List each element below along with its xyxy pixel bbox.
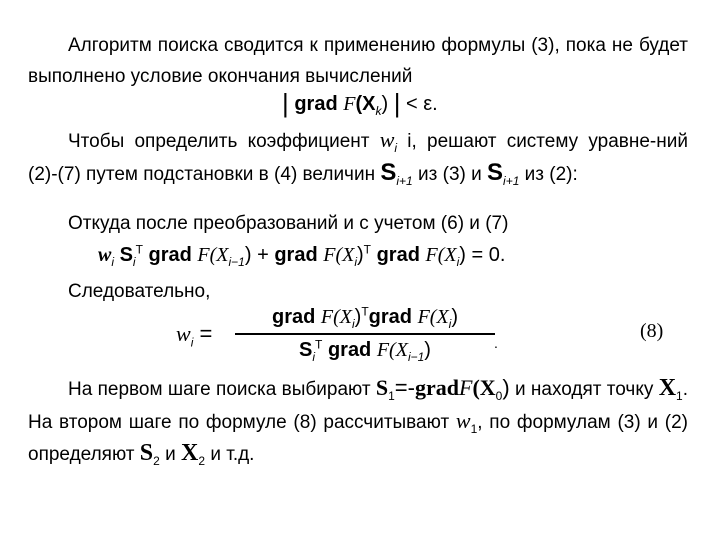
f3-num-close2: ) xyxy=(451,306,459,328)
f2-F3: F(X xyxy=(425,244,457,266)
formula-equation xyxy=(98,244,505,267)
p5-and: и xyxy=(159,444,182,465)
formula1-tail: < ε. xyxy=(406,93,438,115)
f3-num-T: T xyxy=(361,304,369,319)
p5-eq: =- xyxy=(394,375,415,400)
p5-text-1: На первом шаге поиска выбирают xyxy=(68,379,376,400)
f3-den-T: T xyxy=(315,337,323,352)
p5-X2: X xyxy=(181,440,199,466)
f2-close1: ) xyxy=(244,244,252,266)
f3-num-sub2: i xyxy=(448,317,452,331)
f3-eq: = xyxy=(193,321,213,346)
f3-den-sub: i−1 xyxy=(407,350,425,364)
f2-F2: F(X xyxy=(323,244,355,266)
f2-sub1: i−1 xyxy=(228,255,245,269)
f3-num-F2: F(X xyxy=(417,306,449,328)
p5-S1: S xyxy=(375,375,389,400)
formula1-arg: (X xyxy=(355,93,376,115)
f2-w-sub: i xyxy=(111,255,115,269)
p5-X0: (X xyxy=(472,375,496,400)
f3-den-F: F(X xyxy=(376,339,408,361)
f3-num-grad1: grad xyxy=(271,306,316,328)
p5-grad: grad xyxy=(414,375,459,400)
fraction-denominator xyxy=(235,335,495,362)
paragraph-coefficient xyxy=(28,124,688,190)
p2-w-sub: i xyxy=(394,140,398,155)
f3-den-S-sub: i xyxy=(312,350,316,364)
p5-S2-sub: 2 xyxy=(153,453,160,468)
p2-text-3: из (3) и xyxy=(412,164,488,185)
formula1-F: F xyxy=(343,93,356,115)
p5-text-5: и т.д. xyxy=(205,444,255,465)
p5-S2: S xyxy=(139,440,154,466)
f3-number: (8) xyxy=(640,320,664,342)
p5-S1-sub: 1 xyxy=(388,388,395,403)
paragraph-algorithm xyxy=(28,30,688,92)
p2-text-2: i, решают систему уравне-ний (2)-(7) путем подстановки в (4) величин xyxy=(28,131,688,185)
p5-X2-sub: 2 xyxy=(198,453,206,468)
p5-w1-sub: 1 xyxy=(470,421,478,436)
f2-sub2: i xyxy=(354,255,357,269)
paragraph-algorithm-text: Алгоритм поиска сводится к применению формулы (3), пока не будет выполнено условие окончания вычислений xyxy=(28,35,688,87)
p3-text: Откуда после преобразований и с учетом (6) и (7) xyxy=(68,213,509,234)
p5-X1: X xyxy=(658,375,677,401)
f2-grad1: grad xyxy=(148,244,192,266)
p5-X0-close: ) xyxy=(502,375,510,400)
f3-lhs-sub: i xyxy=(190,335,194,350)
f3-num-F1: F(X xyxy=(320,306,352,328)
fraction-numerator xyxy=(235,304,495,335)
p5-text-2: и находят точку xyxy=(509,379,659,400)
f2-T2: T xyxy=(363,242,372,257)
p2-S-sub: i+1 xyxy=(396,173,413,188)
f3-dot: . xyxy=(494,335,498,351)
p4-text: Следовательно, xyxy=(68,281,211,302)
f2-F1: F(X xyxy=(197,244,229,266)
f3-lhs-w: w xyxy=(176,321,191,346)
f3-den-close: ) xyxy=(424,339,431,361)
paragraph-transform xyxy=(28,208,688,239)
paragraph-therefore xyxy=(28,276,688,307)
p2-text-1: Чтобы определить коэффициент xyxy=(68,131,380,152)
p5-text-4: , по формулам (3) и (2) определяют xyxy=(28,412,688,465)
formula1-close: ) xyxy=(381,93,389,115)
p5-F: F xyxy=(458,375,473,400)
p2-S2: S xyxy=(487,159,504,186)
p5-w1: w xyxy=(455,408,471,433)
f2-sub3: i xyxy=(456,255,460,269)
f2-S-sub: i xyxy=(132,255,136,269)
p5-X0-sub: 0 xyxy=(495,388,503,403)
p2-text-4: из (2): xyxy=(519,164,578,185)
formula-number xyxy=(640,320,663,343)
p5-text-3: . На втором шаге по формуле (8) рассчитывают xyxy=(28,379,688,433)
formula1-grad: grad xyxy=(294,93,338,115)
p5-X1-sub: 1 xyxy=(676,388,683,403)
f2-w: w xyxy=(98,244,112,266)
formula-stop-condition: | grad $F(X_k)$ | < ε. xyxy=(282,88,438,118)
f3-den-grad: grad xyxy=(327,339,372,361)
formula1-sub: k xyxy=(375,104,382,118)
f2-S: S xyxy=(119,244,133,266)
f3-num-sub1: i xyxy=(351,317,355,331)
f2-grad2: grad xyxy=(274,244,318,266)
formula-w-lhs xyxy=(176,321,213,350)
paragraph-first-step xyxy=(28,372,688,470)
p2-w: w xyxy=(379,127,395,152)
formula-w-fraction xyxy=(235,304,495,362)
p2-S: S xyxy=(380,159,397,186)
f2-plus: + xyxy=(251,244,275,266)
f3-num-close1: ) xyxy=(354,306,362,328)
f2-close3: ) xyxy=(459,244,466,266)
f3-num-grad2: grad xyxy=(368,306,413,328)
formula3-dot xyxy=(494,335,498,351)
f2-close2: ) xyxy=(357,244,364,266)
f2-grad3: grad xyxy=(376,244,420,266)
p2-S2-sub: i+1 xyxy=(503,173,520,188)
f3-den-S: S xyxy=(299,339,313,361)
f2-eq: = 0. xyxy=(465,244,506,266)
f2-T1: T xyxy=(135,242,143,257)
